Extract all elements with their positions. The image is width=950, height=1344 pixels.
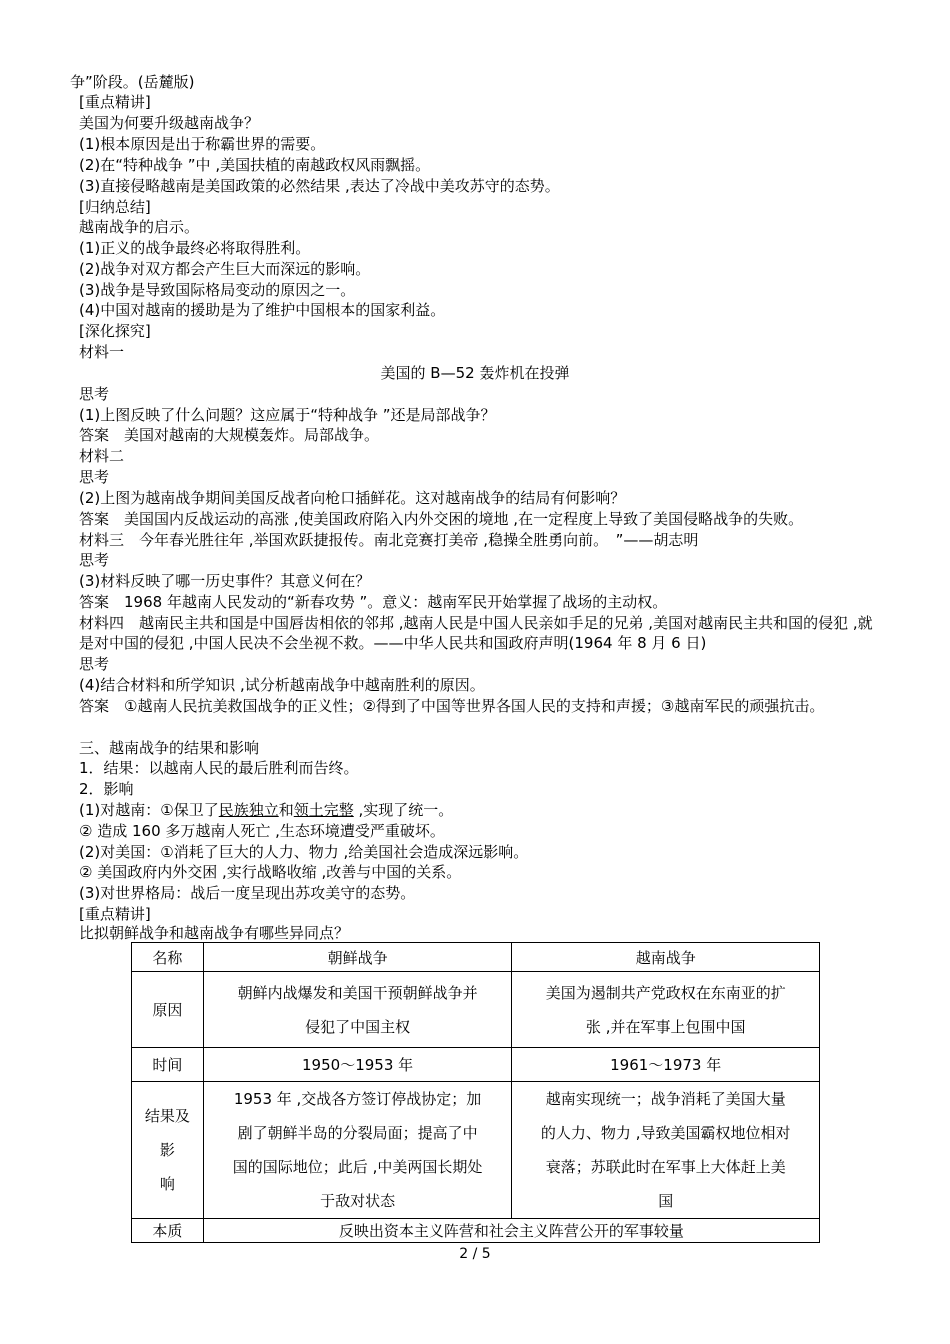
text-line: 思考 [79,655,110,673]
table-header-cell: 名称 [132,943,204,972]
table-cell [512,1082,820,1219]
row-label: 时间 [132,1048,204,1082]
cell-line: 朝鲜内战爆发和美国干预朝鲜战争并 [237,983,478,1002]
cell-line: 结果及影 [144,1107,190,1159]
row-label: 本质 [132,1219,204,1243]
page-number: 2 / 5 [459,1246,491,1262]
text-line: 争”阶段。(岳麓版) [70,73,195,91]
text-line: 思考 [79,468,110,486]
cell-line: 于敌对状态 [320,1192,396,1210]
text-segment: 和 [278,801,294,819]
section-heading: [重点精讲] [79,93,151,111]
text-line: 比拟朝鲜战争和越南战争有哪些异同点？ [79,924,350,942]
underlined-term: 领土完整 [293,801,354,819]
material-line: 材料三 今年春光胜往年 ,举国欢跃捷报传。南北竞赛打美帝 ,稳操全胜勇向前。 ”——胡志明 [79,531,699,549]
table-header-cell: 朝鲜战争 [203,943,512,972]
text-line: (3)直接侵略越南是美国政策的必然结果 ,表达了冷战中美攻苏守的态势。 [79,177,560,195]
cell-line: 美国为遏制共产党政权在东南亚的扩 [545,983,786,1002]
answer-line: 答案 美国对越南的大规模轰炸。局部战争。 [79,426,380,444]
text-line: 美国为何要升级越南战争？ [79,114,260,132]
table-cell: 1950～1953 年 [203,1048,512,1082]
text-line: ② 美国政府内外交困 ,实行战略收缩 ,改善与中国的关系。 [79,863,462,881]
table-header-cell: 越南战争 [512,943,820,972]
text-segment: ,实现了统一。 [353,801,454,819]
cell-line: 张 ,并在军事上包围中国 [585,1017,746,1036]
table-header-row [132,943,820,972]
question-line: (4)结合材料和所学知识 ,试分析越南战争中越南胜利的原因。 [79,676,485,694]
text-line: (2)在“特种战争 ”中 ,美国扶植的南越政权风雨飘摇。 [79,156,431,174]
cell-line: 侵犯了中国主权 [305,1017,411,1036]
text-segment: (1)对越南：①保卫了 [79,801,219,819]
cell-line: 国 [658,1192,674,1210]
answer-line: 答案 美国国内反战运动的高涨 ,使美国政府陷入内外交困的境地 ,在一定程度上导致了美国侵略战争的失败。 [79,510,804,528]
cell-line: 的人力、物力 ,导致美国霸权地位相对 [540,1124,791,1142]
answer-line: 答案 1968 年越南人民发动的“新春攻势 ”。意义：越南军民开始掌握了战场的主动权。 [79,593,668,611]
table-cell [203,972,512,1048]
text-line: (1)根本原因是出于称霸世界的需要。 [79,135,326,153]
text-line: 越南战争的启示。 [79,218,200,236]
text-line: 思考 [79,385,110,403]
comparison-table [131,942,820,1243]
question-line: (1)上图反映了什么问题？这应属于“特种战争 ”还是局部战争？ [79,406,496,424]
table-row [132,1219,820,1243]
cell-line: 1953 年 ,交战各方签订停战协定；加 [233,1090,482,1108]
text-line: (2)对美国：①消耗了巨大的人力、物力 ,给美国社会造成深远影响。 [79,843,529,861]
row-label: 原因 [132,972,204,1048]
table-cell: 反映出资本主义阵营和社会主义阵营公开的军事较量 [203,1219,819,1243]
text-line [79,800,453,820]
table-cell [203,1082,512,1219]
cell-line: 剧了朝鲜半岛的分裂局面；提高了中 [237,1124,478,1142]
table-cell [512,972,820,1048]
section-heading: [重点精讲] [79,905,151,923]
table-row [132,1082,820,1219]
material-label: 材料二 [79,447,125,465]
text-line: (2)战争对双方都会产生巨大而深远的影响。 [79,260,371,278]
text-line: (3)对世界格局：战后一度呈现出苏攻美守的态势。 [79,884,416,902]
question-line: (2)上图为越南战争期间美国反战者向枪口插鲜花。这对越南战争的结局有何影响？ [79,489,626,507]
section-heading: [归纳总结] [79,198,151,216]
text-line: ② 造成 160 多万越南人死亡 ,生态环境遭受严重破坏。 [79,822,445,840]
section-heading: [深化探究] [79,322,151,340]
material-paragraph: 材料四 越南民主共和国是中国唇齿相依的邻邦 ,越南人民是中国人民亲如手足的兄弟 ,美国对越南民主共和国的侵犯 ,就是对中国的侵犯 ,中国人民决不会坐视不救。——中华人民共和国政府声明(1964 年 8 月 6 日) [79,614,873,652]
text-line: 2．影响 [79,780,134,798]
text-line: 1．结果：以越南人民的最后胜利而告终。 [79,759,359,777]
answer-paragraph: 答案 ①越南人民抗美救国战争的正义性；②得到了中国等世界各国人民的支持和声援；③越南军民的顽强抗击。 [79,697,825,715]
cell-line: 衰落；苏联此时在军事上大体赶上美 [545,1158,786,1176]
question-line: (3)材料反映了哪一历史事件？其意义何在？ [79,572,371,590]
text-line: (3)战争是导致国际格局变动的原因之一。 [79,281,356,299]
table-row [132,1048,820,1082]
text-line: (4)中国对越南的援助是为了维护中国根本的国家利益。 [79,301,446,319]
section-heading: 三、越南战争的结果和影响 [79,739,260,757]
cell-line: 越南实现统一；战争消耗了美国大量 [545,1090,786,1108]
table-row [132,972,820,1048]
underlined-term: 民族独立 [218,801,279,819]
table-cell: 1961～1973 年 [512,1048,820,1082]
text-line: (1)正义的战争最终必将取得胜利。 [79,239,311,257]
text-line: 思考 [79,551,110,569]
cell-line: 国的国际地位；此后 ,中美两国长期处 [232,1158,483,1176]
row-label [132,1082,204,1219]
cell-line: 响 [159,1175,175,1193]
image-caption: 美国的 B—52 轰炸机在投弹 [380,364,570,382]
material-label: 材料一 [79,343,125,361]
